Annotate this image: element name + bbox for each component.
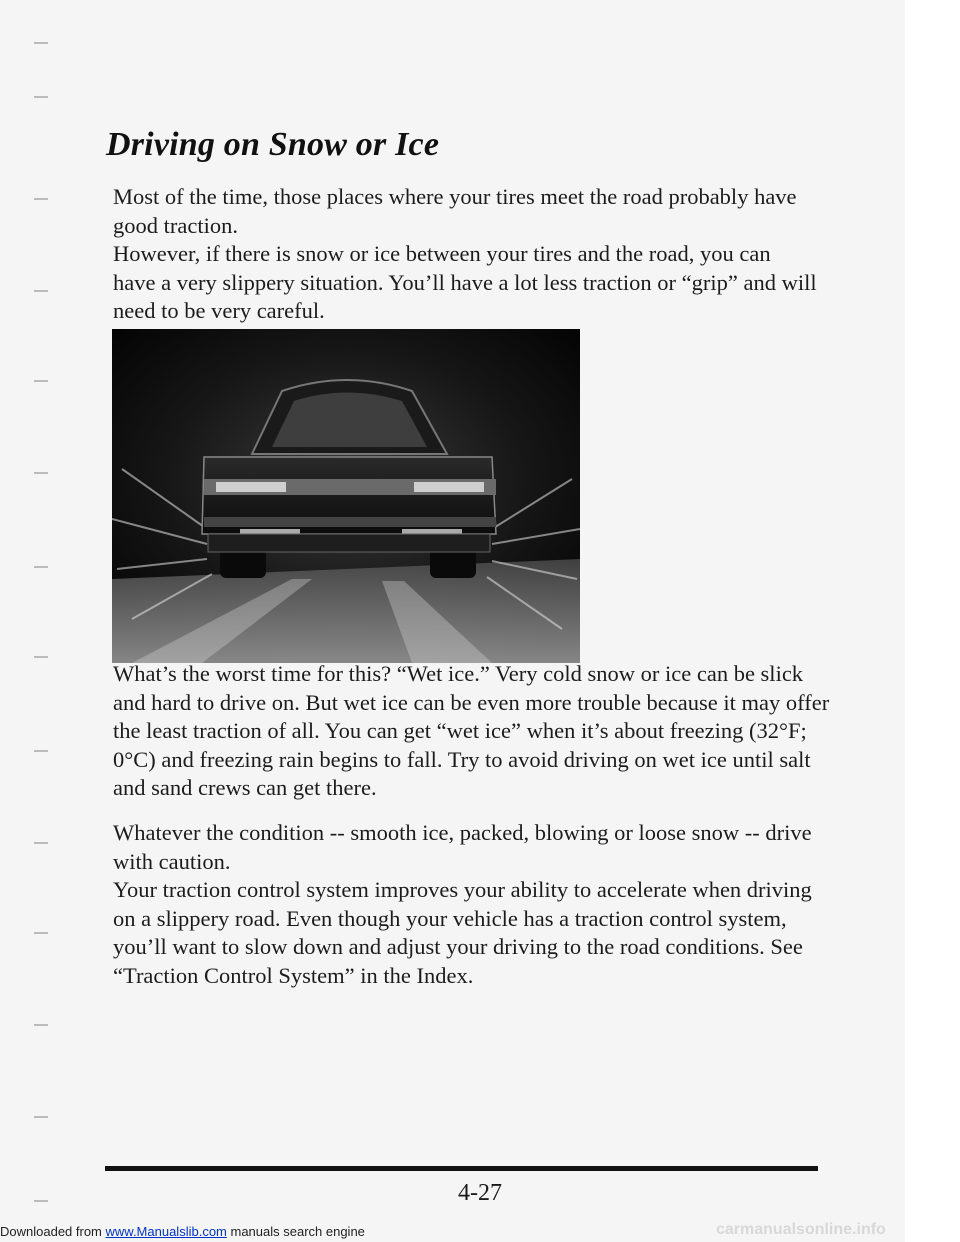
margin-mark [34,1024,48,1026]
site-watermark: carmanualsonline.info [716,1221,886,1238]
margin-mark [34,842,48,844]
car-on-ice-photo [112,329,580,663]
page-number: 4-27 [458,1180,502,1206]
download-banner-prefix: Downloaded from [0,1224,106,1239]
paragraph-slippery: However, if there is snow or ice between your tires and the road, you can have a very slippery situation. You’ll have a lot less traction or “grip” and will need to be very careful. [113,241,817,323]
paragraph-wet-ice: What’s the worst time for this? “Wet ice.” Very cold snow or ice can be slick and hard to drive on. But wet ice can be even more trouble because it may offer the least traction of all. You can get “wet ice” when it’s about freezing (32°F; 0°C) and freezing rain begins to fall. Try to avoid driving on wet ice until salt and sand crews can get there. [113,661,830,800]
footer-rule [105,1166,818,1171]
download-banner [0,1224,365,1239]
margin-mark [34,42,48,44]
paragraph-intro: Most of the time, those places where your tires meet the road probably have good traction. [113,184,797,238]
paragraph-caution: Whatever the condition -- smooth ice, packed, blowing or loose snow -- drive with caution. [113,820,812,874]
margin-mark [34,750,48,752]
manualslib-link[interactable]: www.Manualslib.com [105,1224,227,1239]
margin-mark [34,290,48,292]
margin-mark [34,1116,48,1118]
margin-mark [34,1200,48,1202]
download-banner-suffix: manuals search engine [226,1224,365,1239]
margin-mark [34,380,48,382]
margin-mark [34,472,48,474]
paragraph-traction-control: Your traction control system improves your ability to accelerate when driving on a slippery road. Even though your vehicle has a traction control system, you’ll want to slow down and adjust your driving to the road conditions. See “Traction Control System” in the Index. [113,877,812,988]
margin-mark [34,656,48,658]
margin-mark [34,566,48,568]
margin-mark [34,198,48,200]
section-title: Driving on Snow or Ice [106,126,440,163]
margin-mark [34,932,48,934]
right-margin [905,0,960,1242]
margin-mark [34,96,48,98]
